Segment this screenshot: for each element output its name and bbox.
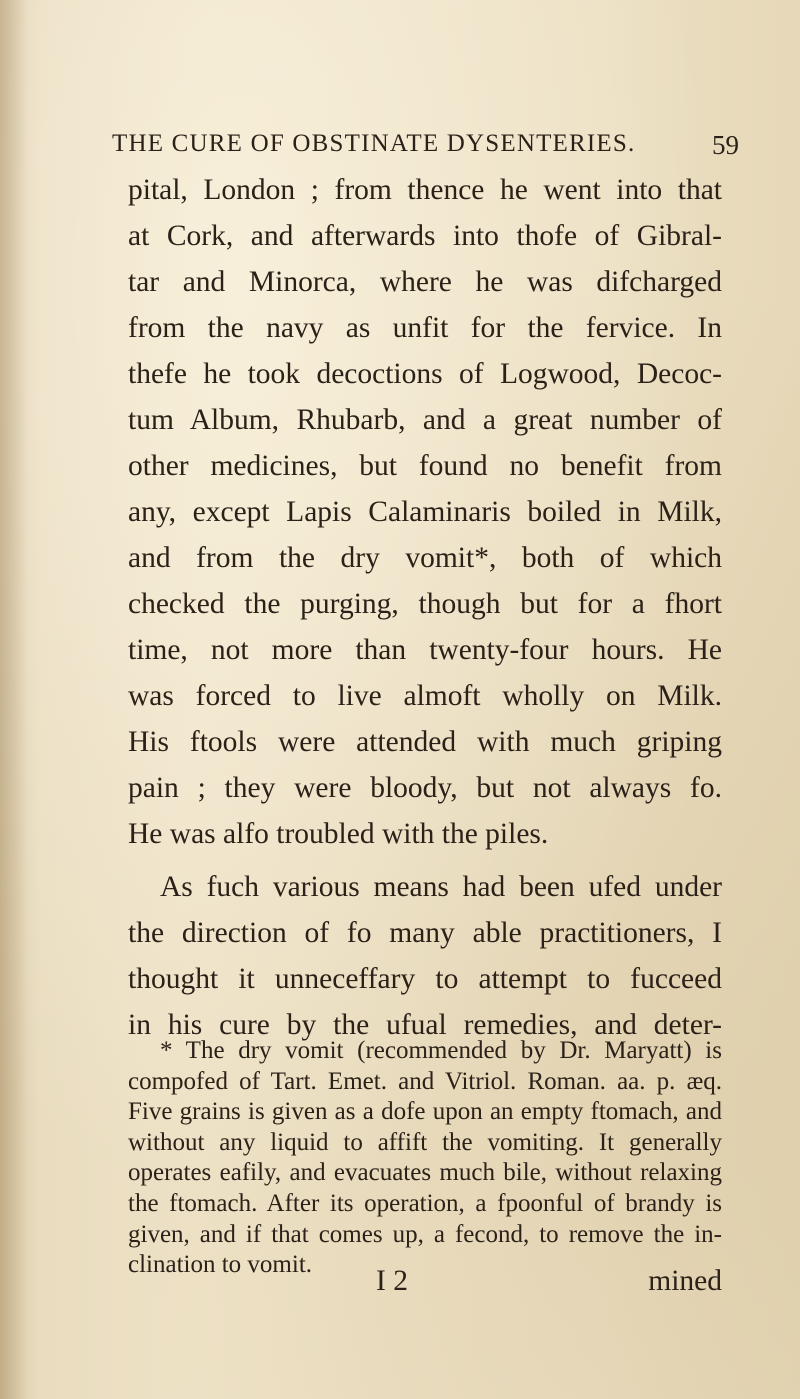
signature-mark: I 2 <box>376 1265 408 1297</box>
text-line: He was alfo troubled with the piles. <box>128 818 549 850</box>
text-line: time, not more than twenty-four hours. He <box>128 634 722 666</box>
text-line: tum Album, Rhubarb, and a great number of <box>128 404 722 436</box>
text-line: His ftools were attended with much griping <box>128 726 722 758</box>
text-line: in his cure by the ufual remedies, and deter- <box>128 1009 722 1041</box>
page-edge-shadow <box>0 0 28 1399</box>
footnote-line: without any liquid to affift the vomiting. It generally <box>128 1128 722 1156</box>
text-line: the direction of fo many able practitioners, I <box>128 917 722 949</box>
footnote-line: compofed of Tart. Emet. and Vitriol. Roman. aa. p. æq. <box>128 1067 722 1095</box>
text-line: tar and Minorca, where he was difcharged <box>128 266 722 298</box>
text-line: thought it unneceffary to attempt to fucceed <box>128 963 722 995</box>
text-line: As fuch various means had been ufed under <box>160 871 722 903</box>
text-line: was forced to live almoft wholly on Milk. <box>128 680 722 712</box>
page-number: 59 <box>712 130 739 160</box>
footnote-line: * The dry vomit (recommended by Dr. Maryatt) is <box>160 1037 722 1064</box>
footnote-line: clination to vomit. <box>128 1251 313 1279</box>
text-line: pain ; they were bloody, but not always fo. <box>128 772 722 804</box>
text-line: from the navy as unfit for the fervice. In <box>128 312 722 344</box>
text-line: and from the dry vomit*, both of which <box>128 542 722 574</box>
text-line: any, except Lapis Calaminaris boiled in Milk, <box>128 496 722 528</box>
footnote-line: operates eafily, and evacuates much bile, without relaxing <box>128 1159 722 1187</box>
paragraph-1 <box>128 167 722 857</box>
running-head: THE CURE OF OBSTINATE DYSENTERIES. <box>112 130 636 157</box>
footnote-line: given, and if that comes up, a fecond, to remove the in- <box>128 1220 722 1248</box>
text-line: pital, London ; from thence he went into that <box>128 174 722 206</box>
text-line: at Cork, and afterwards into thofe of Gibral- <box>128 220 722 252</box>
catchword: mined <box>648 1265 722 1297</box>
text-line: checked the purging, though but for a fhort <box>128 588 722 620</box>
text-line: other medicines, but found no benefit from <box>128 450 722 482</box>
footnote <box>128 1036 722 1281</box>
text-line: thefe he took decoctions of Logwood, Decoc- <box>128 358 722 390</box>
footnote-line: Five grains is given as a dofe upon an empty ftomach, and <box>128 1098 722 1126</box>
footnote-line: the ftomach. After its operation, a fpoonful of brandy is <box>128 1189 722 1217</box>
paragraph-2 <box>128 864 722 1048</box>
